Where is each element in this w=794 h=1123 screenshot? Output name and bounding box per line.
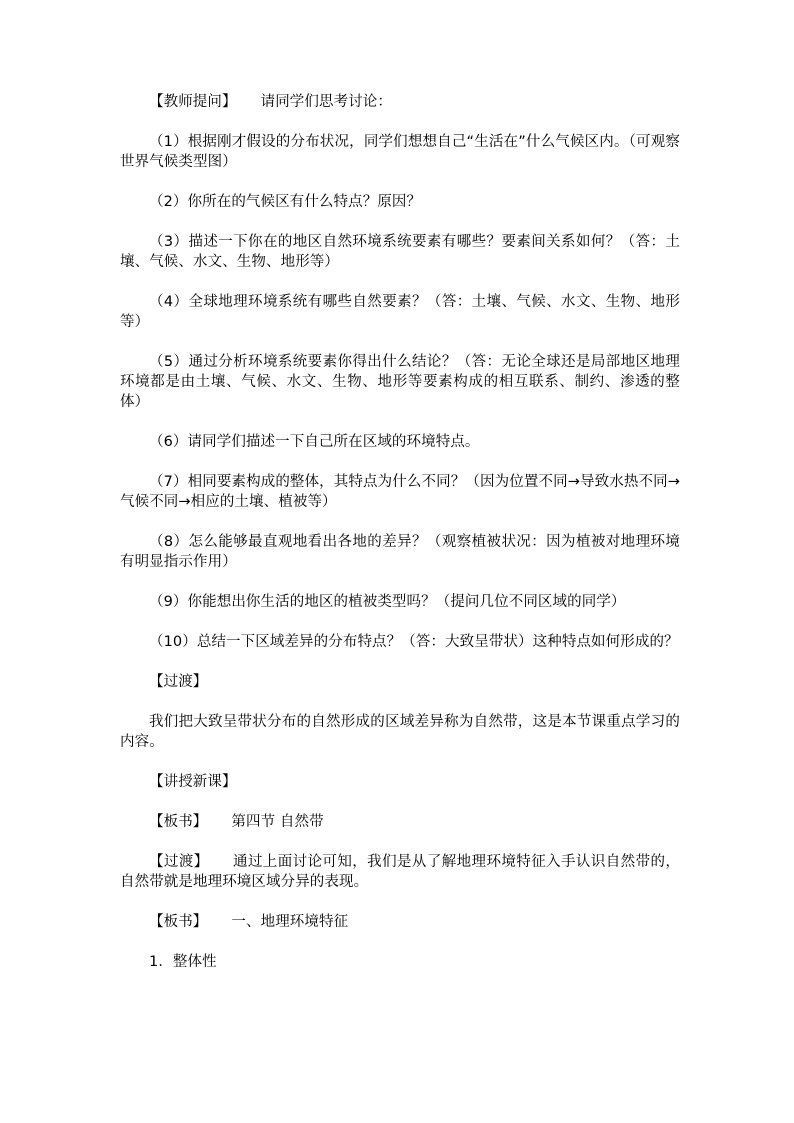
teacher-question-heading: [120, 92, 680, 112]
question-1: （1）根据刚才假设的分布状况，同学们想想自己“生活在”什么气候区内。（可观察世界气候类型图）: [120, 134, 680, 170]
transition-paragraph: 我们把大致呈带状分布的自然形成的区域差异称为自然带，这是本节课重点学习的内容。: [120, 714, 680, 750]
question-2: （2）你所在的气候区有什么特点？原因？: [149, 194, 422, 210]
teacher-question-tag: 【教师提问】: [149, 94, 237, 110]
question-6: （6）请同学们描述一下自己所在区域的环境特点。: [149, 434, 480, 450]
new-lesson-heading: 【讲授新课】: [149, 774, 237, 790]
teacher-question-text: 请同学们思考讨论：: [260, 94, 393, 110]
transition-2-paragraph: [120, 852, 680, 892]
board-subsection: [120, 912, 680, 932]
question-4: （4）全球地理环境系统有哪些自然要素？（答：土壤、气候、水文、生物、地形等）: [120, 294, 680, 330]
question-10: （10）总结一下区域差异的分布特点？（答：大致呈带状）这种特点如何形成的？: [149, 634, 679, 650]
question-5: （5）通过分析环境系统要素你得出什么结论？（答：无论全球还是局部地区地理环境都是由土壤、气候、水文、生物、地形等要素构成的相互联系、制约、渗透的整体）: [120, 354, 680, 410]
subsection-title: 一、地理环境特征: [231, 914, 349, 930]
transition-heading: 【过渡】: [149, 674, 208, 690]
question-9: （9）你能想出你生活的地区的植被类型吗？（提问几位不同区域的同学）: [149, 594, 626, 610]
section-title: 第四节 自然带: [231, 814, 324, 830]
board-tag: 【板书】: [149, 814, 208, 830]
list-item-integrity: 1．整体性: [149, 954, 217, 970]
transition-2-text: 通过上面讨论可知，我们是从了解地理环境特征入手认识自然带的，自然带就是地理环境区域分异的表现。: [120, 854, 681, 890]
document-body: [120, 92, 680, 972]
question-3: （3）描述一下你在的地区自然环境系统要素有哪些？要素间关系如何？（答：土壤、气候、水文、生物、地形等）: [120, 234, 680, 270]
board-2-tag: 【板书】: [149, 914, 208, 930]
question-8: （8）怎么能够最直观地看出各地的差异？（观察植被状况：因为植被对地理环境有明显指示作用）: [120, 534, 680, 570]
board-section-title: [120, 812, 680, 832]
transition-2-tag: 【过渡】: [149, 854, 209, 870]
question-7: （7）相同要素构成的整体，其特点为什么不同？（因为位置不同→导致水热不同→气候不同→相应的土壤、植被等）: [120, 474, 680, 510]
